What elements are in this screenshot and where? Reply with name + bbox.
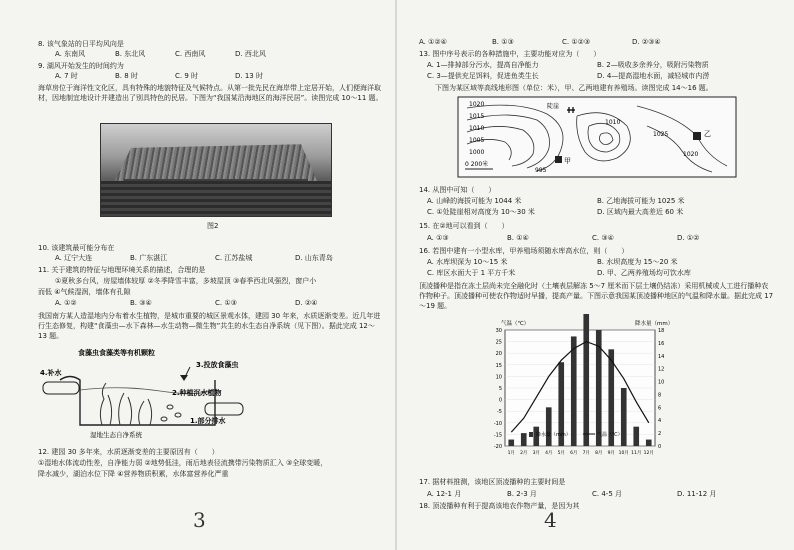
y-tick-right: 4 [658, 418, 662, 425]
wetland-purification-diagram [40, 345, 250, 440]
q15-option-b: B. ①④ [507, 234, 529, 242]
q8-option-d: D. 西北风 [235, 50, 266, 58]
page-number-left: 3 [193, 508, 206, 532]
precip-bar [583, 314, 589, 446]
precip-bar [596, 330, 602, 446]
contour-label: 1010 [605, 119, 621, 126]
q11-option-a: A. ①② [55, 299, 77, 307]
contour-label: 1005 [469, 137, 485, 144]
q16-option-b: B. 水坝高度为 15～20 米 [597, 258, 678, 266]
farm-a-marker [555, 156, 562, 163]
legend-bar-swatch [529, 432, 533, 437]
exam-page-right [397, 0, 794, 550]
q8-option-a: A. 东南风 [55, 50, 86, 58]
x-tick: 11月 [631, 451, 642, 456]
q17-option-b: B. 2-3 月 [507, 490, 537, 498]
y-tick-right: 16 [658, 340, 665, 347]
y-axis-left-ticks [494, 328, 502, 450]
q13-stem: 13. 图中序号表示的各种措施中，主要功能对应为（ ） [419, 50, 601, 58]
contour-label: 1000 [469, 149, 485, 156]
legend-precip: 降水量（mm） [536, 432, 571, 438]
q11-statement-line2: 而低 ④气候湿润，墙体有孔隙 [38, 288, 131, 296]
q8-stem: 8. 该气象站的日平均风向是 [38, 40, 124, 48]
y-tick-right: 12 [658, 366, 665, 373]
q14-stem: 14. 从图中可知（ ） [419, 186, 496, 194]
precip-bar [521, 433, 527, 446]
q15-option-d: D. ①② [677, 234, 700, 242]
q11-option-d: D. ②④ [295, 299, 318, 307]
q18-stem: 18. 顶凌播种有利于提高该地农作物产量，是因为其 [419, 502, 580, 510]
diagram-label-2: 2.种植沉水植物 [172, 389, 222, 397]
q10-option-d: D. 山东青岛 [295, 254, 333, 262]
q17-option-d: D. 11-12 月 [677, 490, 717, 498]
y-tick-left: 10 [495, 374, 502, 381]
farm-a-label: 甲 [564, 157, 571, 165]
q10-option-c: C. 江苏盐城 [215, 254, 253, 262]
q11-statement-line1: ①夏秋多台风，房屋墙体较厚 ②冬季降雪丰富，多坡屋顶 ③春季西北风强烈，窗户小 [55, 277, 317, 285]
q8-option-c: C. 西南风 [175, 50, 206, 58]
y-tick-right: 10 [658, 379, 665, 386]
y-tick-left: -20 [493, 444, 502, 450]
q15-option-c: C. ③④ [592, 234, 614, 242]
q10-stem: 10. 该建筑最可能分布在 [38, 244, 115, 252]
y-tick-right: 14 [658, 353, 665, 360]
x-axis-ticks [508, 449, 654, 456]
q14-option-d: D. 区域内最大高差近 60 米 [597, 208, 684, 216]
precip-bar [571, 336, 577, 446]
passage-seaweed-house: 海草房位于海洋性文化区，具有特殊的地貌特征及气候特点。从第一批先民在海岸带上定居开始，人们便海洋取材，因地制宜地设计并建造出了别具特色的民居。下图为“我国某沿海地区的海洋民居”。读图完成 10～11 题。 [38, 84, 383, 102]
q12-option-d: D. ②③④ [632, 38, 661, 46]
y-axis-right-title: 降水量（mm） [635, 321, 674, 327]
q13-option-a: A. 1—排掉部分污水，提高自净能力 [427, 61, 539, 69]
q10-option-b: B. 广东湛江 [130, 254, 168, 262]
photo-caption: 图2 [207, 222, 219, 230]
diagram-caption: 湿地生态自净系统 [90, 431, 142, 439]
page-number-right: 4 [544, 508, 557, 532]
y-tick-right: 2 [658, 431, 662, 438]
q17-option-c: C. 4-5 月 [592, 490, 622, 498]
x-tick: 4月 [545, 451, 553, 456]
contour-label: 1015 [469, 113, 485, 120]
diagram-label-top: 食藻虫食藻类等有机颗粒 [78, 349, 155, 357]
x-tick: 8月 [595, 451, 603, 456]
y-axis-right-ticks [658, 328, 664, 450]
map-intro: 下图为某区域等高线地形图（单位：米），甲、乙两地建有养殖场。读图完成 14～16 题。 [435, 84, 713, 92]
precip-bar [646, 440, 652, 446]
x-tick: 3月 [532, 451, 540, 456]
q16-option-a: A. 水库坝深为 10～15 米 [427, 258, 508, 266]
q13-option-c: C. 3—提供充足饵料，促进鱼类生长 [427, 72, 539, 80]
passage-top-frost-sowing: 顶凌播种是指在冻土层尚未完全融化时（土壤表层解冻 5～7 厘米而下层土壤仍结冻）采用机械或人工进行播种农作物种子。顶凌播种可使农作物适时早播，提高产量。下图示意我国某顶凌播种地区的气温和降水量。据此完成 17～19 题。 [419, 282, 774, 310]
x-tick: 7月 [582, 451, 590, 456]
q14-option-c: C. ①处陡崖相对高度为 10～30 米 [427, 208, 535, 216]
diagram-label-4: 4.补水 [40, 369, 62, 377]
x-tick: 6月 [570, 451, 578, 456]
q16-option-d: D. 甲、乙两养殖场均可饮水库 [597, 269, 691, 277]
y-tick-right: 6 [658, 405, 662, 412]
farm-b-label: 乙 [704, 130, 711, 138]
thatched-roof-shape [115, 144, 317, 181]
diagram-label-1: 1.部分排水 [190, 417, 226, 425]
y-tick-left: -10 [493, 420, 502, 427]
y-tick-left: 25 [495, 339, 502, 346]
inlet-pipe-shape [43, 382, 79, 394]
climate-chart [477, 314, 687, 472]
q9-option-a: A. 7 时 [55, 72, 78, 80]
q14-option-b: B. 乙地海拔可能为 1025 米 [597, 197, 685, 205]
y-tick-right: 8 [658, 392, 662, 399]
q13-option-b: B. 2—吸收多余养分，吸附污染物质 [597, 61, 709, 69]
legend-temp: 气温（℃） [597, 432, 623, 438]
q12-statement-line2: 降水减少，湖泊水位下降 ④营养物质积累，水体富营养化严重 [38, 470, 229, 478]
contour-label: 1025 [653, 131, 669, 138]
x-tick: 5月 [557, 451, 565, 456]
y-tick-left: 20 [495, 351, 502, 358]
cliff-label: 陡崖 [547, 103, 560, 110]
q9-option-c: C. 9 时 [175, 72, 199, 80]
y-tick-left: 0 [498, 397, 502, 404]
contour-label: 1010 [469, 125, 485, 132]
q11-stem: 11. 关于建筑的特征与地理环境关系的描述，合理的是 [38, 266, 206, 274]
q9-option-b: B. 8 时 [115, 72, 138, 80]
q15-option-a: A. ①③ [427, 234, 449, 242]
q12-statement-line1: ①湿地水体流动性差，自净能力弱 ②地势低洼，雨后地表径流携带污染物质汇入 ③全球变暖， [38, 459, 328, 467]
q14-option-a: A. 山峰的海拔可能为 1044 米 [427, 197, 522, 205]
q16-stem: 16. 若图中建有一小型水库，甲养殖场须随水库高水位，则（ ） [419, 247, 629, 255]
outlet-pipe-shape [205, 403, 243, 415]
algae-eating-bug-shape [175, 413, 181, 417]
q16-option-c: C. 库区水面大于 1 平方千米 [427, 269, 516, 277]
y-tick-right: 0 [658, 444, 662, 450]
precip-bar [508, 440, 514, 446]
contour-map [457, 96, 737, 178]
y-tick-right: 18 [658, 328, 665, 334]
y-axis-left-title: 气温（℃） [501, 321, 530, 327]
release-arrow-head-shape [180, 375, 188, 381]
q11-option-b: B. ③④ [130, 299, 152, 307]
y-tick-left: -5 [497, 409, 502, 416]
scale-label: 0 200米 [465, 161, 489, 168]
contour-label: 995 [535, 167, 547, 174]
q9-option-d: D. 13 时 [235, 72, 263, 80]
q13-option-d: D. 4—提高湿地水面，减轻城市内涝 [597, 72, 710, 80]
x-tick: 2月 [520, 451, 528, 456]
algae-eating-bug-shape [161, 417, 167, 421]
precip-bar [546, 407, 552, 446]
q17-stem: 17. 据材料推测，该地区顶凌播种的主要时间是 [419, 478, 566, 486]
x-tick: 1月 [507, 451, 515, 456]
x-tick: 10月 [618, 451, 629, 456]
x-tick: 9月 [607, 451, 615, 456]
contour-label: 1020 [469, 101, 485, 108]
q10-option-a: A. 辽宁大连 [55, 254, 93, 262]
q17-option-a: A. 12-1 月 [427, 490, 462, 498]
passage-wetland: 我国南方某人造湿地内分布着水生植物，是城市重要的城区景观水体，建园 30 年来，水质逐渐变差。近几年进行生态修复，构建“食藻虫—水下森林—水生动物—微生物”共生的水生态自净系统（见下图）。据此完成 12～13 题。 [38, 312, 381, 340]
contour-label: 1020 [683, 151, 699, 158]
y-tick-left: 15 [495, 362, 502, 369]
q8-option-b: B. 东北风 [115, 50, 146, 58]
seaweed-house-photo [100, 123, 332, 217]
q12-option-c: C. ①②③ [562, 38, 591, 46]
x-tick: 12月 [643, 451, 654, 456]
farm-b-marker [693, 132, 701, 140]
y-tick-left: 5 [498, 386, 502, 392]
q11-option-c: C. ①③ [215, 299, 237, 307]
algae-eating-bug-shape [167, 405, 173, 409]
precip-bar [633, 427, 639, 446]
q9-stem: 9. 湖风开始发生的时间约为 [38, 62, 124, 70]
q12-option-a: A. ①②④ [419, 38, 447, 46]
y-tick-left: 30 [495, 328, 502, 334]
ground-shape [101, 181, 331, 216]
diagram-label-3: 3.投放食藻虫 [196, 361, 239, 369]
q12-stem: 12. 建园 30 多年来，水质逐渐变差的主要原因有（ ） [38, 448, 219, 456]
y-tick-left: -15 [493, 432, 502, 439]
q15-stem: 15. 在②地可以看到（ ） [419, 222, 509, 230]
q12-option-b: B. ①③ [492, 38, 514, 46]
